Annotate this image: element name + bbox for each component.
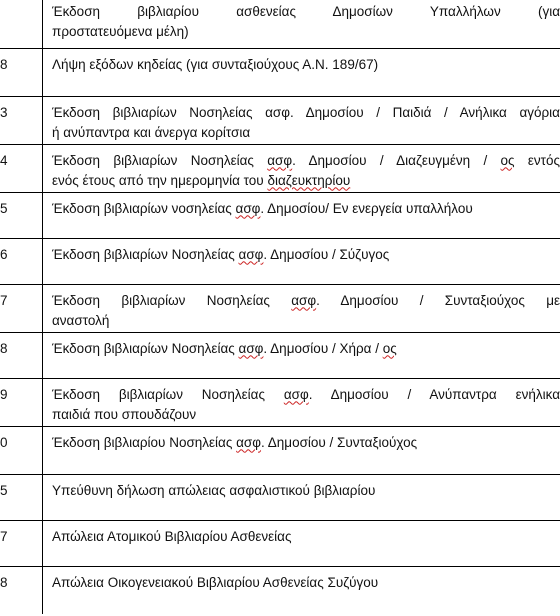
row-text-part: . Δημοσίου / Χήρα / bbox=[263, 340, 383, 356]
row-text-line: Απώλεια Οικογενειακού Βιβλιαρίου Ασθενείας Συζύγου bbox=[52, 574, 379, 590]
row-text-line bbox=[52, 339, 560, 359]
row-number: 8 bbox=[0, 340, 8, 356]
row-text-cell bbox=[43, 144, 560, 192]
row-text-part: Έκδοση βιβλιαρίων Νοσηλείας bbox=[52, 340, 239, 356]
row-number-cell bbox=[0, 144, 43, 192]
row-text-line: Υπεύθυνη δήλωση απώλειας ασφαλιστικού βιβλιαρίου bbox=[52, 482, 376, 498]
row-text-part: . Δημοσίου / Διαζευγμένη / bbox=[292, 152, 501, 168]
row-number: 3 bbox=[0, 104, 8, 120]
table-row bbox=[0, 96, 560, 144]
row-text-cell bbox=[43, 48, 560, 96]
row-number: 6 bbox=[0, 246, 8, 262]
row-text-line: ή ανύπαντρα και άνεργα κορίτσια bbox=[52, 124, 251, 140]
row-text-cell bbox=[43, 0, 560, 48]
row-text-cell bbox=[43, 426, 560, 474]
row-text-cell bbox=[43, 520, 560, 566]
table-row bbox=[0, 284, 560, 332]
row-number-cell bbox=[0, 238, 43, 284]
row-number: 7 bbox=[0, 528, 8, 544]
table-row bbox=[0, 426, 560, 474]
spellcheck-word: ασφ bbox=[267, 152, 293, 168]
row-number: 5 bbox=[0, 200, 8, 216]
spellcheck-word: ασφ bbox=[283, 386, 309, 402]
row-number-cell bbox=[0, 332, 43, 378]
spellcheck-word: ασφ bbox=[238, 340, 264, 356]
row-number-cell bbox=[0, 284, 43, 332]
row-text-part: . Δημοσίου / Συνταξιούχος με bbox=[316, 292, 560, 308]
table-row bbox=[0, 238, 560, 284]
row-text-line bbox=[52, 245, 560, 265]
row-text-cell bbox=[43, 96, 560, 144]
row-text-part: Έκδοση βιβλιαρίων Νοσηλείας bbox=[52, 152, 268, 168]
row-text-line bbox=[52, 433, 560, 453]
row-number: 0 bbox=[0, 434, 8, 450]
row-text-line bbox=[52, 151, 560, 171]
row-text-part: Έκδοση βιβλιαρίων νοσηλείας bbox=[52, 200, 236, 216]
row-text-line bbox=[52, 171, 560, 191]
spellcheck-word: ος bbox=[382, 340, 397, 356]
row-number-cell bbox=[0, 0, 43, 48]
row-number-cell bbox=[0, 474, 43, 520]
row-number: 5 bbox=[0, 482, 8, 498]
spellcheck-word: ασφ bbox=[291, 292, 317, 308]
table-row bbox=[0, 378, 560, 426]
row-text-line bbox=[52, 199, 560, 219]
row-text-cell bbox=[43, 474, 560, 520]
row-text-part: . Δημοσίου / Συνταξιούχος bbox=[261, 434, 418, 450]
table-row bbox=[0, 192, 560, 238]
table-row bbox=[0, 0, 560, 48]
row-text-part: Έκδοση βιβλιαρίων Νοσηλείας bbox=[52, 246, 239, 262]
row-text-cell bbox=[43, 566, 560, 614]
row-text-cell bbox=[43, 378, 560, 426]
row-text-part: εντός bbox=[514, 152, 560, 168]
row-text-part: ενός έτους από την ημερομηνία του bbox=[52, 172, 268, 188]
row-number: 4 bbox=[0, 152, 8, 168]
table-row bbox=[0, 566, 560, 614]
table-row bbox=[0, 474, 560, 520]
row-number: 9 bbox=[0, 386, 8, 402]
row-text-part: Έκδοση βιβλιαρίων Νοσηλείας bbox=[52, 292, 292, 308]
row-number: 8 bbox=[0, 574, 8, 590]
row-text-cell bbox=[43, 192, 560, 238]
spellcheck-word: ασφ bbox=[238, 246, 264, 262]
row-text-cell bbox=[43, 238, 560, 284]
spellcheck-word: ασφ bbox=[235, 200, 261, 216]
row-text-line: Έκδοση βιβλιαρίου ασθενείας Δημοσίων Υπαλλήλων (για bbox=[52, 4, 560, 19]
row-number-cell bbox=[0, 520, 43, 566]
row-text-line bbox=[52, 385, 560, 405]
row-text-line: Λήψη εξόδων κηδείας (για συνταξιούχους Α.Ν. 189/67) bbox=[52, 56, 379, 72]
row-number-cell bbox=[0, 566, 43, 614]
table-row bbox=[0, 332, 560, 378]
table-row bbox=[0, 520, 560, 566]
row-number-cell bbox=[0, 426, 43, 474]
spellcheck-word: ος bbox=[500, 152, 515, 168]
row-text-line: αναστολή bbox=[52, 312, 110, 328]
row-number: 7 bbox=[0, 292, 8, 308]
row-number: 8 bbox=[0, 56, 8, 72]
row-number bbox=[0, 0, 42, 6]
table-row bbox=[0, 48, 560, 96]
row-text-part: . Δημοσίου / Σύζυγος bbox=[263, 246, 390, 262]
row-number-cell bbox=[0, 48, 43, 96]
row-text-cell bbox=[43, 332, 560, 378]
row-text-line: Απώλεια Ατομικού Βιβλιαρίου Ασθενείας bbox=[52, 528, 292, 544]
row-number-cell bbox=[0, 192, 43, 238]
row-text-part: Έκδοση βιβλιαρίων Νοσηλείας bbox=[52, 386, 284, 402]
row-text-cell bbox=[43, 284, 560, 332]
row-number-cell bbox=[0, 96, 43, 144]
table-row bbox=[0, 144, 560, 192]
row-number-cell bbox=[0, 378, 43, 426]
row-text-part: . Δημοσίου / Ανύπαντρα ενήλικα bbox=[308, 386, 560, 402]
row-text-part: Έκδοση βιβλιαρίου Νοσηλείας bbox=[52, 434, 237, 450]
row-text-part: . Δημοσίου/ Εν ενεργεία υπαλλήλου bbox=[260, 200, 473, 216]
row-text-line: προστατευόμενα μέλη) bbox=[52, 24, 189, 39]
spellcheck-word: ασφ bbox=[236, 434, 262, 450]
row-text-line bbox=[52, 291, 560, 311]
row-text-line: Έκδοση βιβλιαρίων Νοσηλείας ασφ. Δημοσίου / Παιδιά / Ανήλικα αγόρια bbox=[52, 104, 560, 120]
spellcheck-word: διαζευκτηρίου bbox=[267, 172, 351, 188]
row-text-line: παιδιά που σπουδάζουν bbox=[52, 406, 197, 422]
